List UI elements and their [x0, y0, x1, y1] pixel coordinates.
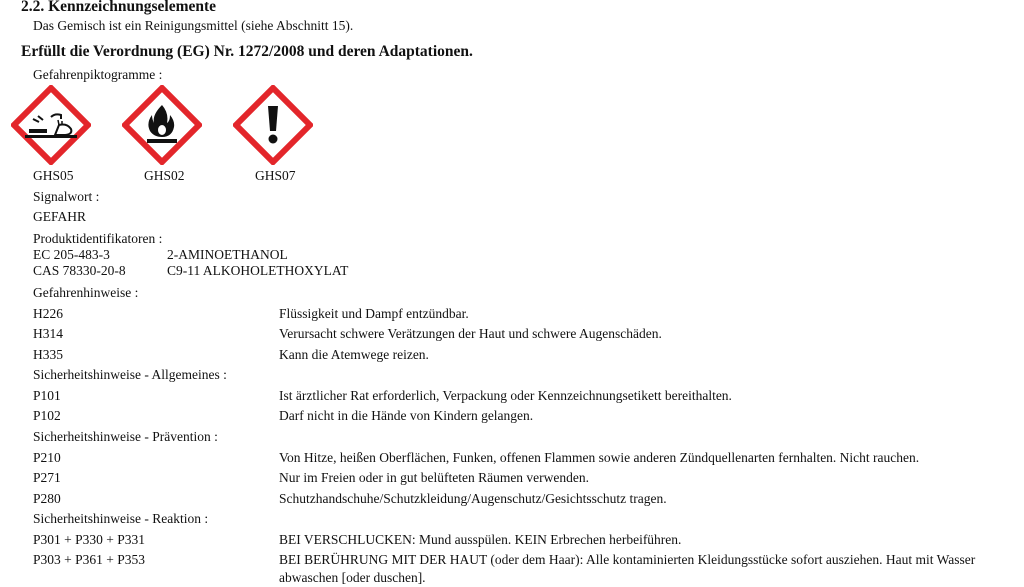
hazard-code: H335: [33, 347, 63, 362]
identifier-name: 2-AMINOETHANOL: [167, 247, 288, 262]
hazard-code: H226: [33, 306, 63, 321]
precaution-text: BEI BERÜHRUNG MIT DER HAUT (oder dem Haar): Alle kontaminierten Kleidungsstücke sofort ausziehen. Haut mit Wasser abwaschen [oder duschen].: [279, 552, 976, 585]
precaution-code: P102: [33, 408, 61, 423]
reaction-label: Sicherheitshinweise - Reaktion :: [33, 511, 209, 526]
prevention-label: Sicherheitshinweise - Prävention :: [33, 429, 218, 444]
precaution-text: Von Hitze, heißen Oberflächen, Funken, offenen Flammen sowie anderen Zündquellenarten fernhalten. Nicht rauchen.: [279, 450, 920, 465]
signal-word-label: Signalwort :: [33, 189, 100, 204]
precaution-text: BEI VERSCHLUCKEN: Mund ausspülen. KEIN Erbrechen herbeiführen.: [279, 532, 682, 547]
precaution-code: P210: [33, 450, 61, 465]
hazard-text: Verursacht schwere Verätzungen der Haut und schwere Augenschäden.: [279, 326, 662, 341]
signal-word-value: GEFAHR: [33, 209, 87, 224]
pictogram-code-ghs05: GHS05: [33, 168, 74, 183]
precaution-code: P101: [33, 388, 61, 403]
flame-icon: [122, 85, 202, 165]
precaution-code: P271: [33, 470, 61, 485]
pictogram-code-ghs07: GHS07: [255, 168, 296, 183]
regulation-heading: Erfüllt die Verordnung (EG) Nr. 1272/2008 und deren Adaptationen.: [21, 43, 473, 60]
hazard-text: Kann die Atemwege reizen.: [279, 347, 429, 362]
precaution-text: Ist ärztlicher Rat erforderlich, Verpackung oder Kennzeichnungsetikett bereithalten.: [279, 388, 732, 403]
pictograms-label: Gefahrenpiktogramme :: [33, 67, 163, 82]
corrosion-icon: [11, 85, 91, 165]
precaution-text: Schutzhandschuhe/Schutzkleidung/Augenschutz/Gesichtsschutz tragen.: [279, 491, 667, 506]
precaution-code: P301 + P330 + P331: [33, 532, 146, 547]
identifiers-label: Produktidentifikatoren :: [33, 231, 163, 246]
hazard-text: Flüssigkeit und Dampf entzündbar.: [279, 306, 469, 321]
pictogram-code-ghs02: GHS02: [144, 168, 185, 183]
identifier-name: C9-11 ALKOHOLETHOXYLAT: [167, 263, 349, 278]
section-heading: 2.2. Kennzeichnungselemente: [21, 0, 217, 15]
section-note: Das Gemisch ist ein Reinigungsmittel (siehe Abschnitt 15).: [33, 18, 354, 33]
hazard-code: H314: [33, 326, 63, 341]
identifier-id: CAS 78330-20-8: [33, 263, 126, 278]
exclamation-mark-icon: [233, 85, 313, 165]
precaution-text: Nur im Freien oder in gut belüfteten Räumen verwenden.: [279, 470, 590, 485]
precaution-text: Darf nicht in die Hände von Kindern gelangen.: [279, 408, 534, 423]
general-label: Sicherheitshinweise - Allgemeines :: [33, 367, 227, 382]
precaution-code: P280: [33, 491, 61, 506]
hazard-label: Gefahrenhinweise :: [33, 285, 139, 300]
identifier-id: EC 205-483-3: [33, 247, 110, 262]
precaution-code: P303 + P361 + P353: [33, 552, 146, 567]
